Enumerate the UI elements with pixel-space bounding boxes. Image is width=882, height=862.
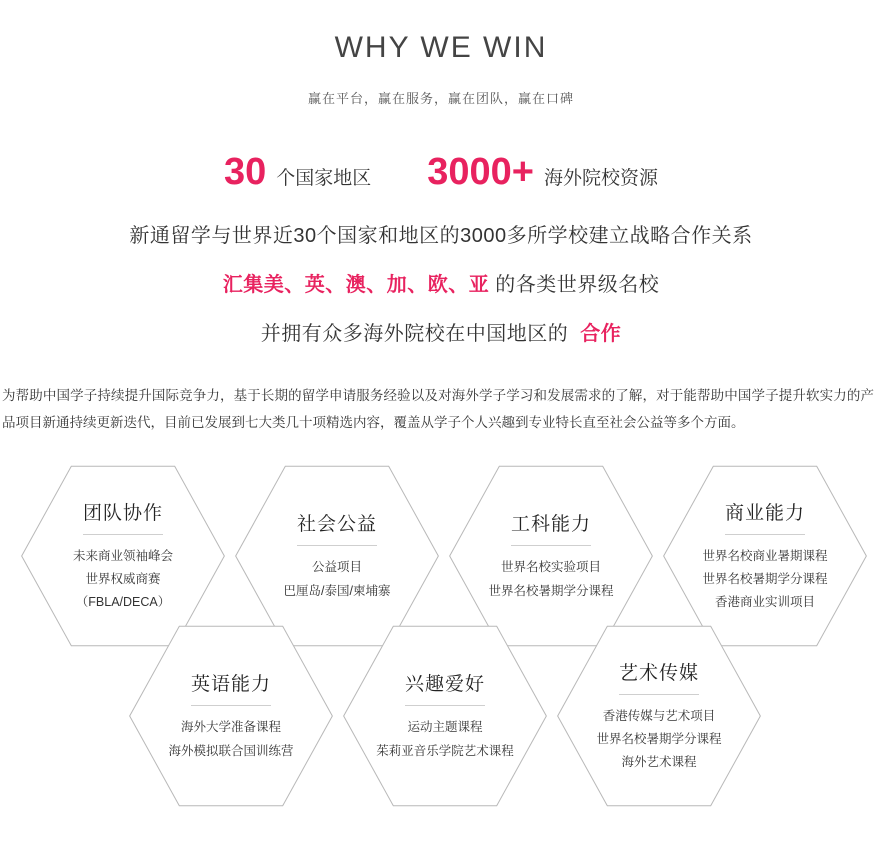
hexagon-title: 商业能力 [725,498,805,535]
hexagon-items [466,556,636,602]
hexagon-items [38,545,208,614]
hexagon-item: 公益项目 [311,560,362,575]
hexagon-item: 世界名校实验项目 [500,560,601,575]
description-paragraph: 为帮助中国学子持续提升国际竞争力，基于长期的留学申请服务经验以及对海外学子学习和发展需求的了解，对于能帮助中国学子提升软实力的产品项目新通持续更新迭代，目前已发展到七大类几十项精选内容，覆盖从学子个人兴趣到专业特长直至社会公益等多个方面。 [2,388,874,430]
headline-line-3-rest: 并拥有众多海外院校在中国地区的 [260,323,569,345]
hexagon-item: 世界名校暑期学分课程 [488,583,614,598]
page-title: WHY WE WIN [334,31,548,64]
hexagon-items [252,556,422,602]
hexagon-row-2 [0,622,882,810]
hexagon-item: 世界名校商业暑期课程 [702,548,828,563]
hexagon-item: 世界名校暑期学分课程 [702,571,828,586]
headline-line-2 [0,268,882,297]
stat-schools-label: 海外院校资源 [544,168,659,189]
hexagon-title: 团队协作 [83,498,163,535]
hexagon-item: （FBLA/DECA） [75,595,171,610]
hexagon-item: 世界名校暑期学分课程 [596,731,722,746]
headline-line-1: 新通留学与世界近30个国家和地区的3000多所学校建立战略合作关系 [129,225,753,247]
stat-schools [427,153,658,191]
hexagon-item: 巴厘岛/泰国/柬埔寨 [283,583,391,598]
hexagon-title: 工科能力 [511,509,591,546]
hexagon-card-hobby[interactable] [341,622,549,810]
headline-line-3 [0,317,882,346]
hexagon-items [574,705,744,774]
hexagon-title: 兴趣爱好 [405,669,485,706]
page-header [0,0,882,107]
hexagon-item: 香港传媒与艺术项目 [602,708,716,723]
hexagon-items [146,716,316,762]
hexagon-item: 运动主题课程 [407,720,483,735]
stat-countries [224,153,371,191]
hexagon-item: 海外艺术课程 [621,755,697,770]
hexagon-title: 艺术传媒 [619,658,699,695]
hexagon-items [680,545,850,614]
stat-countries-number: 30 [223,151,267,193]
page-subtitle: 赢在平台，赢在服务，赢在团队，赢在口碑 [307,91,574,106]
stat-countries-label: 个国家地区 [276,168,372,189]
hexagon-card-art-media[interactable] [555,622,763,810]
headline-block [0,219,882,346]
stat-schools-number: 3000+ [427,151,534,193]
hexagon-item: 海外大学准备课程 [180,720,281,735]
hexagon-item: 茱莉亚音乐学院艺术课程 [376,743,514,758]
headline-line-2-rest: 的各类世界级名校 [495,274,660,296]
hexagon-title: 英语能力 [191,669,271,706]
headline-line-2-highlight: 汇集美、英、澳、加、欧、亚 [222,274,490,296]
hexagon-item: 海外模拟联合国训练营 [168,743,294,758]
headline-line-3-highlight: 合作 [580,323,622,345]
stats-row [0,153,882,191]
hexagon-card-english[interactable] [127,622,335,810]
hexagon-title: 社会公益 [297,509,377,546]
hexagon-item: 世界权威商赛 [85,571,161,586]
hexagon-items [360,716,530,762]
hexagon-item: 香港商业实训项目 [714,595,815,610]
hexagon-item: 未来商业领袖峰会 [72,548,173,563]
